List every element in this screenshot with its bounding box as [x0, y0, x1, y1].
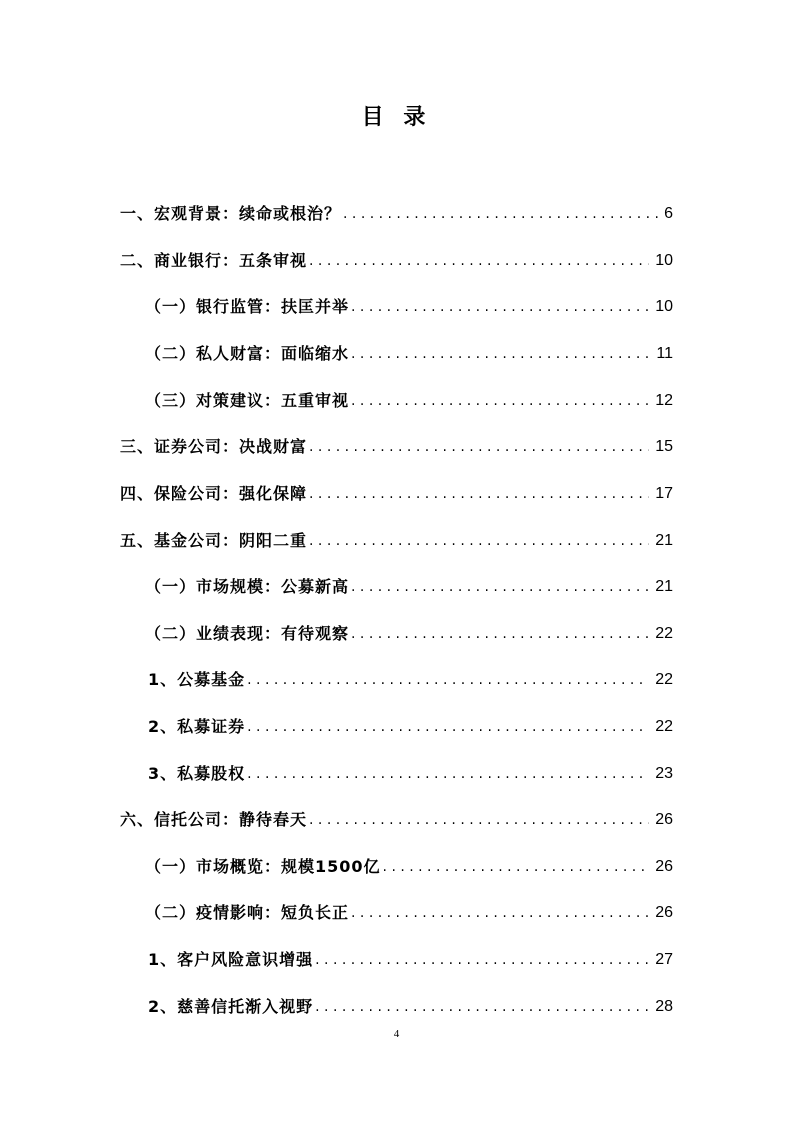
toc-leader-dots: [309, 531, 649, 551]
toc-entry-page: 11: [656, 345, 673, 362]
toc-leader-dots: [351, 391, 649, 411]
toc-leader-dots: [351, 344, 650, 364]
toc-entry-page: 21: [655, 532, 673, 549]
toc-entry-page: 22: [655, 671, 673, 688]
toc-entry-label: 二、商业银行：五条审视: [120, 251, 308, 270]
toc-entry-8[interactable]: [0, 525, 793, 551]
toc-leader-dots: [351, 624, 649, 644]
toc-entry-15[interactable]: [0, 851, 793, 877]
toc-leader-dots: [309, 810, 649, 830]
toc-entry-11[interactable]: [0, 664, 793, 690]
toc-entry-label: 六、信托公司：静待春天: [120, 810, 308, 829]
toc-entry-label: （一）市场概览：规模1500亿: [145, 857, 381, 876]
toc-leader-dots: [309, 437, 649, 457]
toc-entry-label: 一、宏观背景：续命或根治？: [120, 204, 342, 223]
toc-entry-page: 21: [655, 578, 673, 595]
toc-entry-label: （二）业绩表现：有待观察: [145, 624, 350, 643]
toc-entry-page: 28: [655, 998, 673, 1015]
toc-leader-dots: [351, 297, 649, 317]
toc-leader-dots: [309, 484, 649, 504]
toc-entry-label: （二）疫情影响：短负长正: [145, 903, 350, 922]
toc-entry-label: 1、客户风险意识增强: [148, 950, 314, 969]
toc-entry-page: 10: [655, 252, 673, 269]
toc-entry-page: 15: [655, 438, 673, 455]
toc-entry-label: 2、私募证券: [148, 717, 246, 736]
toc-entry-5[interactable]: [0, 385, 793, 411]
toc-entry-page: 6: [664, 205, 673, 222]
toc-entry-17[interactable]: [0, 944, 793, 970]
toc-entry-4[interactable]: [0, 338, 793, 364]
page-title: 目 录: [361, 105, 432, 130]
toc-leader-dots: [247, 717, 649, 737]
toc-entry-page: 23: [655, 765, 673, 782]
toc-entry-page: 22: [655, 718, 673, 735]
toc-entry-page: 10: [655, 298, 673, 315]
toc-entry-label: 三、证券公司：决战财富: [120, 437, 308, 456]
toc-leader-dots: [315, 950, 649, 970]
toc-leader-dots: [351, 903, 649, 923]
toc-entry-label: 1、公募基金: [148, 670, 246, 689]
toc-entry-label: （二）私人财富：面临缩水: [145, 344, 350, 363]
toc-entry-1[interactable]: [0, 198, 793, 224]
footer-page-number: 4: [393, 1028, 400, 1040]
toc-entry-label: （一）市场规模：公募新高: [145, 577, 350, 596]
toc-entry-6[interactable]: [0, 431, 793, 457]
toc-entry-9[interactable]: [0, 571, 793, 597]
toc-entry-page: 26: [655, 858, 673, 875]
toc-entry-14[interactable]: [0, 804, 793, 830]
toc-entry-label: （一）银行监管：扶匡并举: [145, 297, 350, 316]
toc-entry-label: 四、保险公司：强化保障: [120, 484, 308, 503]
toc-entry-page: 12: [655, 392, 673, 409]
toc-leader-dots: [247, 764, 649, 784]
toc-entry-label: 2、慈善信托渐入视野: [148, 997, 314, 1016]
toc-entry-7[interactable]: [0, 478, 793, 504]
toc-entry-10[interactable]: [0, 618, 793, 644]
toc-leader-dots: [309, 251, 649, 271]
toc-entry-label: 五、基金公司：阴阳二重: [120, 531, 308, 550]
toc-leader-dots: [351, 577, 649, 597]
toc-leader-dots: [247, 670, 649, 690]
toc-entry-13[interactable]: [0, 758, 793, 784]
toc-leader-dots: [315, 997, 649, 1017]
toc-entry-12[interactable]: [0, 711, 793, 737]
toc-entry-16[interactable]: [0, 897, 793, 923]
toc-entry-18[interactable]: [0, 991, 793, 1017]
toc-entry-page: 26: [655, 811, 673, 828]
toc-entry-label: （三）对策建议：五重审视: [145, 391, 350, 410]
toc-entry-page: 17: [655, 485, 673, 502]
toc-leader-dots: [343, 204, 658, 224]
toc-entry-2[interactable]: [0, 245, 793, 271]
toc-entry-page: 22: [655, 625, 673, 642]
toc-entry-page: 27: [655, 951, 673, 968]
toc-entry-page: 26: [655, 904, 673, 921]
toc-entry-label: 3、私募股权: [148, 764, 246, 783]
toc-entry-3[interactable]: [0, 291, 793, 317]
toc-leader-dots: [383, 857, 650, 877]
